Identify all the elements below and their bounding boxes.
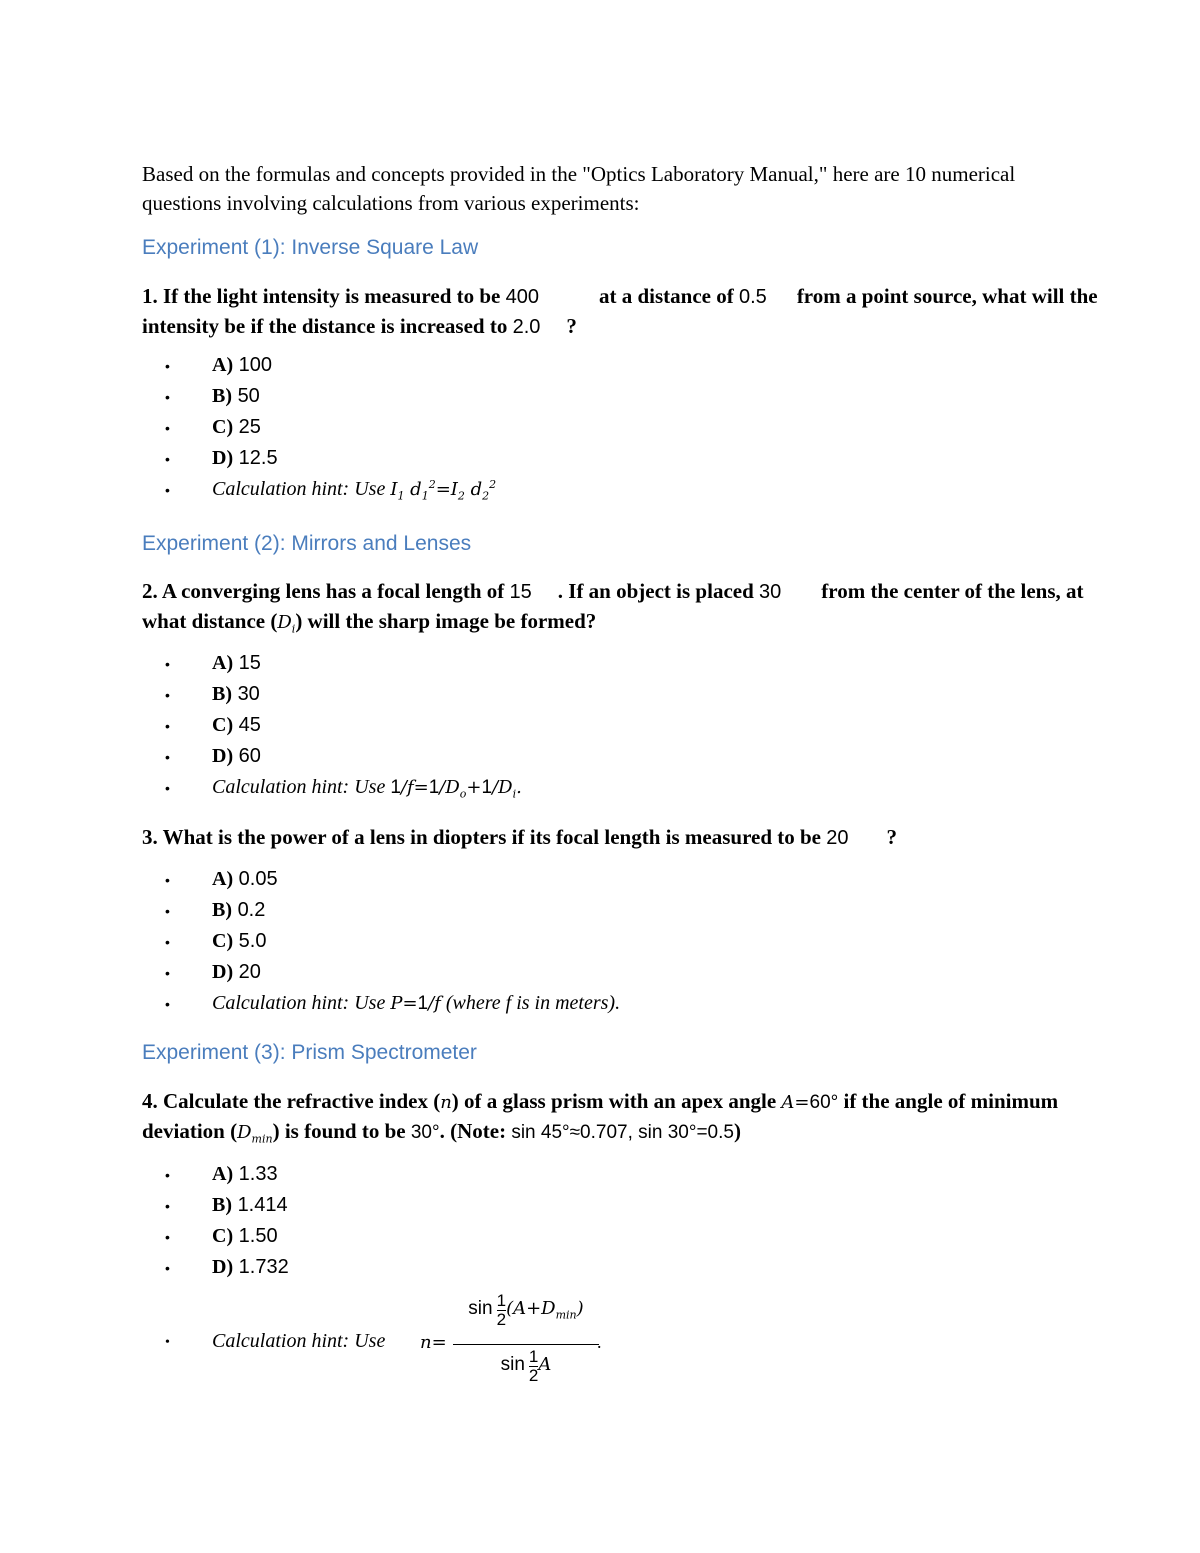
hint-n-equals: n= (420, 1332, 447, 1353)
question-3: 3. What is the power of a lens in diopters if its focal length is measured to be 20 ? (142, 825, 898, 849)
question-4: 4. Calculate the refractive index (n) of a glass prism with an apex angle A=60° if the angle of minimum deviation $(D_{min})$ is found to be 30°. (Note: sin 45°≈0.707, sin 30°=0.5) (142, 1089, 1059, 1146)
calculation-hint-fraction (165, 1292, 865, 1402)
experiment-3-heading: Experiment (3): Prism Spectrometer (142, 1041, 477, 1064)
q2-value-focal: 15 (509, 581, 532, 603)
experiment-1-heading: Experiment (1): Inverse Square Law (142, 236, 479, 259)
fraction-bar (453, 1344, 599, 1345)
q1-value-distance: 0.5 (739, 286, 767, 308)
intro-paragraph: Based on the formulas and concepts provided in the "Optics Laboratory Manual," here are 10 numerical questions involving calculations from various experiments: (142, 162, 1016, 215)
q1-text-c: from a point source, what will the intensity be if the distance is increased to (142, 284, 1098, 338)
fraction-numerator: sin $\frac{1}{2}$ $(A+D_{min})$ (468, 1291, 584, 1329)
q1-value-new-distance: 2.0 (512, 316, 541, 338)
q1-text-a: 1. If the light intensity is measured to be (142, 284, 506, 308)
experiment-2-heading: Experiment (2): Mirrors and Lenses (142, 532, 472, 555)
question-2: 2. A converging lens has a focal length of 15 . If an object is placed 30 from the center of the lens, at what distance $(D_i)$ will the sharp image be formed? (142, 579, 1084, 636)
q2-value-object: 30 (759, 581, 782, 603)
q1-value-intensity: 400 (505, 286, 539, 308)
bullet: • (165, 1335, 170, 1350)
hint-period: . (597, 1332, 602, 1352)
q1-text-b: at a distance of (599, 284, 739, 308)
fraction-denominator: sin $\frac{1}{2}$ A (500, 1347, 552, 1385)
hint-label: Calculation hint: Use (212, 1330, 386, 1352)
q1-text-d: ? (566, 314, 577, 338)
question-1 (142, 282, 1102, 342)
document-page: Based on the formulas and concepts provided in the "Optics Laboratory Manual," here are 10 numerical questions involving calculations from various experiments: Experiment (1): Inverse Square Law 1. If the light intensity is measured to be 400 at a distance of 0.5 from a point source, what will the intensity be if the distance is increased to 2.0 ? • A) 100 • B) 50 • C) 25 • D) 12.5 • Calculation hint: Use $I_1$ $d_1^2=I_2$ $d_2^2$ Experiment (2): Mirrors and Lenses 2. A converging lens has a focal length of 15 . If an object is placed 30 from the center of the lens, at what distance $(D_i)$ will the sharp image be formed? • A) 15 • B) 30 • C) 45 • D) 60 • Calculation hint: Use $1/f=1/D_o+1/D_i$. 3. What is the power of a lens in diopters if its focal length is measured to be 20 ? • A) 0.05 • B) 0.2 • C) 5.0 • D) 20 • Calculation hint: Use P=1/f (where f is in meters). Experiment (3): Prism Spectrometer 4. Calculate the refractive index (n) of a glass prism with an apex angle A=60° if the angle of minimum deviation $(D_{min})$ is found to be 30°. (Note: sin 45°≈0.707, sin 30°=0.5) • A) 1.33 • B) 1.414 • C) 1.50 • D) 1.732 • Calculation hint: Use n= sin $\frac{1}{2}$ $(A+D_{min})$ . sin $\frac{1}{2}$ A (0, 0, 1200, 1553)
q3-value-focal: 20 (826, 827, 849, 849)
